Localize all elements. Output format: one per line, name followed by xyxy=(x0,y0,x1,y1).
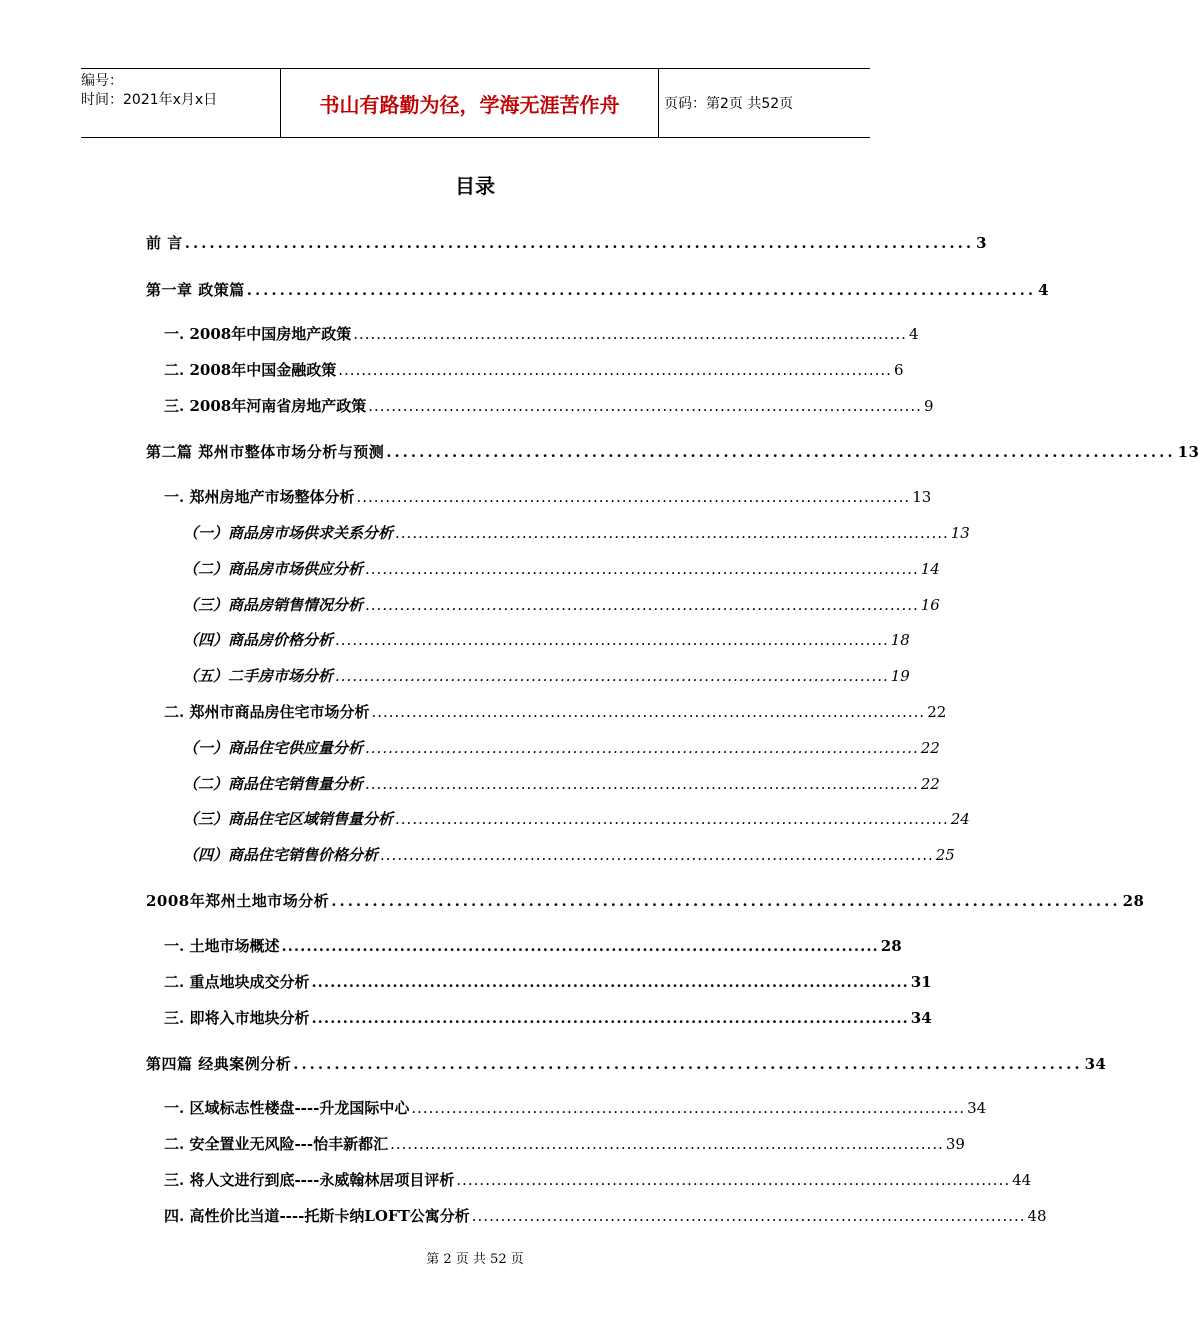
toc-entry[interactable]: 一. 2008年中国房地产政策 ................................................................................................ 4 xyxy=(164,325,919,343)
header-number: 编号： xyxy=(81,73,123,89)
header-date: 时间：2021年x月x日 xyxy=(81,92,218,108)
toc-entry[interactable]: （二）商品住宅销售量分析 ................................................................................................ 22 xyxy=(183,775,940,793)
header-page-info: 页码：第2页 共52页 xyxy=(664,96,794,112)
toc-entry[interactable]: （三）商品住宅区域销售量分析 ................................................................................................ 24 xyxy=(183,810,970,828)
toc-entry[interactable]: （四）商品房价格分析 ................................................................................................ 18 xyxy=(183,631,910,649)
toc-entry[interactable]: 2008年郑州土地市场分析 ................................................................................................ 28 xyxy=(146,892,1145,910)
toc-entry[interactable]: 二. 重点地块成交分析 ................................................................................................ 31 xyxy=(164,973,932,991)
toc-entry[interactable]: 一. 区域标志性楼盘----升龙国际中心 ................................................................................................ 34 xyxy=(164,1099,987,1117)
toc-entry[interactable]: （五）二手房市场分析 ................................................................................................ 19 xyxy=(183,667,910,685)
toc-entry[interactable]: 二. 安全置业无风险---怡丰新都汇 ................................................................................................ 39 xyxy=(164,1135,965,1153)
page-header xyxy=(81,68,870,138)
header-meta xyxy=(81,69,281,137)
page-footer: 第 2 页 共 52 页 xyxy=(426,1252,524,1267)
toc-entry[interactable]: （三）商品房销售情况分析 ................................................................................................ 16 xyxy=(183,596,940,614)
toc-entry[interactable]: （一）商品房市场供求关系分析 ................................................................................................ 13 xyxy=(183,524,970,542)
toc-entry[interactable]: 三. 即将入市地块分析 ................................................................................................ 34 xyxy=(164,1009,932,1027)
toc-entry[interactable]: 一. 郑州房地产市场整体分析 ................................................................................................ 13 xyxy=(164,488,932,506)
toc-entry[interactable]: 第二篇 郑州市整体市场分析与预测 ................................................................................................ 13 xyxy=(146,443,1199,461)
header-motto: 书山有路勤为径，学海无涯苦作舟 xyxy=(281,69,659,137)
toc-entry[interactable]: 前 言 ................................................................................................ 3 xyxy=(146,234,987,252)
toc-entry[interactable]: 三. 2008年河南省房地产政策 ................................................................................................ 9 xyxy=(164,397,934,415)
toc-entry[interactable]: 二. 2008年中国金融政策 ................................................................................................ 6 xyxy=(164,361,904,379)
toc-entry[interactable]: （二）商品房市场供应分析 ................................................................................................ 14 xyxy=(183,560,940,578)
toc-entry[interactable]: 四. 高性价比当道----托斯卡纳LOFT公寓分析 ................................................................................................ 48 xyxy=(164,1207,1047,1225)
toc-entry[interactable]: （一）商品住宅供应量分析 ................................................................................................ 22 xyxy=(183,739,940,757)
toc-entry[interactable]: 二. 郑州市商品房住宅市场分析 ................................................................................................ 22 xyxy=(164,703,947,721)
toc-entry[interactable]: （四）商品住宅销售价格分析 ................................................................................................ 25 xyxy=(183,846,955,864)
toc-title: 目录 xyxy=(455,174,495,198)
toc-entry[interactable]: 三. 将人文进行到底----永威翰林居项目评析 ................................................................................................ 44 xyxy=(164,1171,1032,1189)
toc-entry[interactable]: 一. 土地市场概述 ................................................................................................ 28 xyxy=(164,937,902,955)
toc-entry[interactable]: 第一章 政策篇 ................................................................................................ 4 xyxy=(146,281,1049,299)
toc-entry[interactable]: 第四篇 经典案例分析 ................................................................................................ 34 xyxy=(146,1055,1107,1073)
